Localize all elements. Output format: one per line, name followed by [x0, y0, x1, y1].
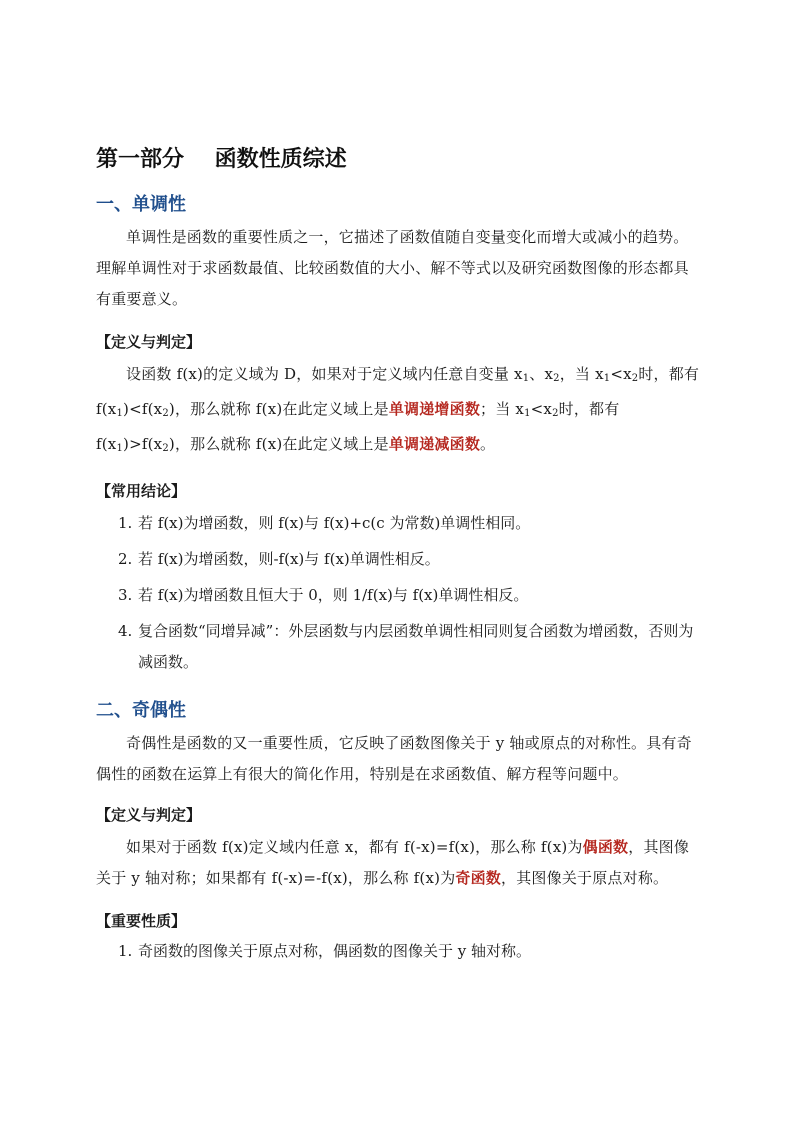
list-item: 3. 若 f(x)为增函数且恒大于 0，则 1/f(x)与 f(x)单调性相反。: [118, 586, 529, 604]
list-item: 4. 复合函数“同增异减”：外层函数与内层函数单调性相同则复合函数为增函数，否则为减函数。: [118, 622, 694, 671]
parity-intro: 奇偶性是函数的又一重要性质，它反映了函数图像关于 y 轴或原点的对称性。具有奇偶性的函数在运算上有很大的简化作用，特别是在求函数值、解方程等问题中。: [96, 734, 692, 783]
monotonicity-conclusions-list: [96, 508, 701, 678]
list-item: 2. 若 f(x)为增函数，则-f(x)与 f(x)单调性相反。: [118, 550, 440, 568]
term-increasing-function: 单调递增函数: [388, 400, 481, 418]
monotonicity-intro: 单调性是函数的重要性质之一，它描述了函数值随自变量变化而增大或减小的趋势。理解单调性对于求函数最值、比较函数值的大小、解不等式以及研究函数图像的形态都具有重要意义。: [96, 228, 689, 308]
term-decreasing-function: 单调递减函数: [388, 435, 481, 453]
section-title-monotonicity: 一、单调性: [96, 194, 186, 215]
part-title: 第一部分 函数性质综述: [96, 147, 347, 172]
parity-properties-list: [96, 936, 701, 967]
list-item: 1. 若 f(x)为增函数，则 f(x)与 f(x)+c(c 为常数)单调性相同。: [118, 514, 531, 532]
monotonicity-definition-text: 设函数 f(x)的定义域为 D，如果对于定义域内任意自变量 $x_1$、$x_2$，当 $x_1<x_2$时，都有 $f(x_1)<f(x_2)$，那么就称 f(x)在此定义域上是单调递增函数；当 $x_1<x_2$时，都有 $f(x_1)>f(x_2)$，那么就称 f(x)在此定义域上是单调递减函数。: [96, 365, 700, 454]
parity-definition-heading: 【定义与判定】: [96, 806, 202, 824]
document-page: [96, 140, 701, 967]
term-odd-function: 奇函数: [455, 869, 502, 887]
section-title-parity: 二、奇偶性: [96, 700, 186, 721]
list-item: 1. 奇函数的图像关于原点对称，偶函数的图像关于 y 轴对称。: [118, 942, 532, 960]
term-even-function: 偶函数: [582, 838, 629, 856]
monotonicity-definition-heading: 【定义与判定】: [96, 333, 202, 351]
parity-definition-text: 如果对于函数 f(x)定义域内任意 x，都有 f(-x)=f(x)，那么称 f(x)为偶函数，其图像关于 y 轴对称；如果都有 f(-x)=-f(x)，那么称 f(x)为奇函数，其图像关于原点对称。: [96, 838, 690, 887]
monotonicity-conclusions-heading: 【常用结论】: [96, 482, 187, 500]
parity-properties-heading: 【重要性质】: [96, 912, 187, 930]
